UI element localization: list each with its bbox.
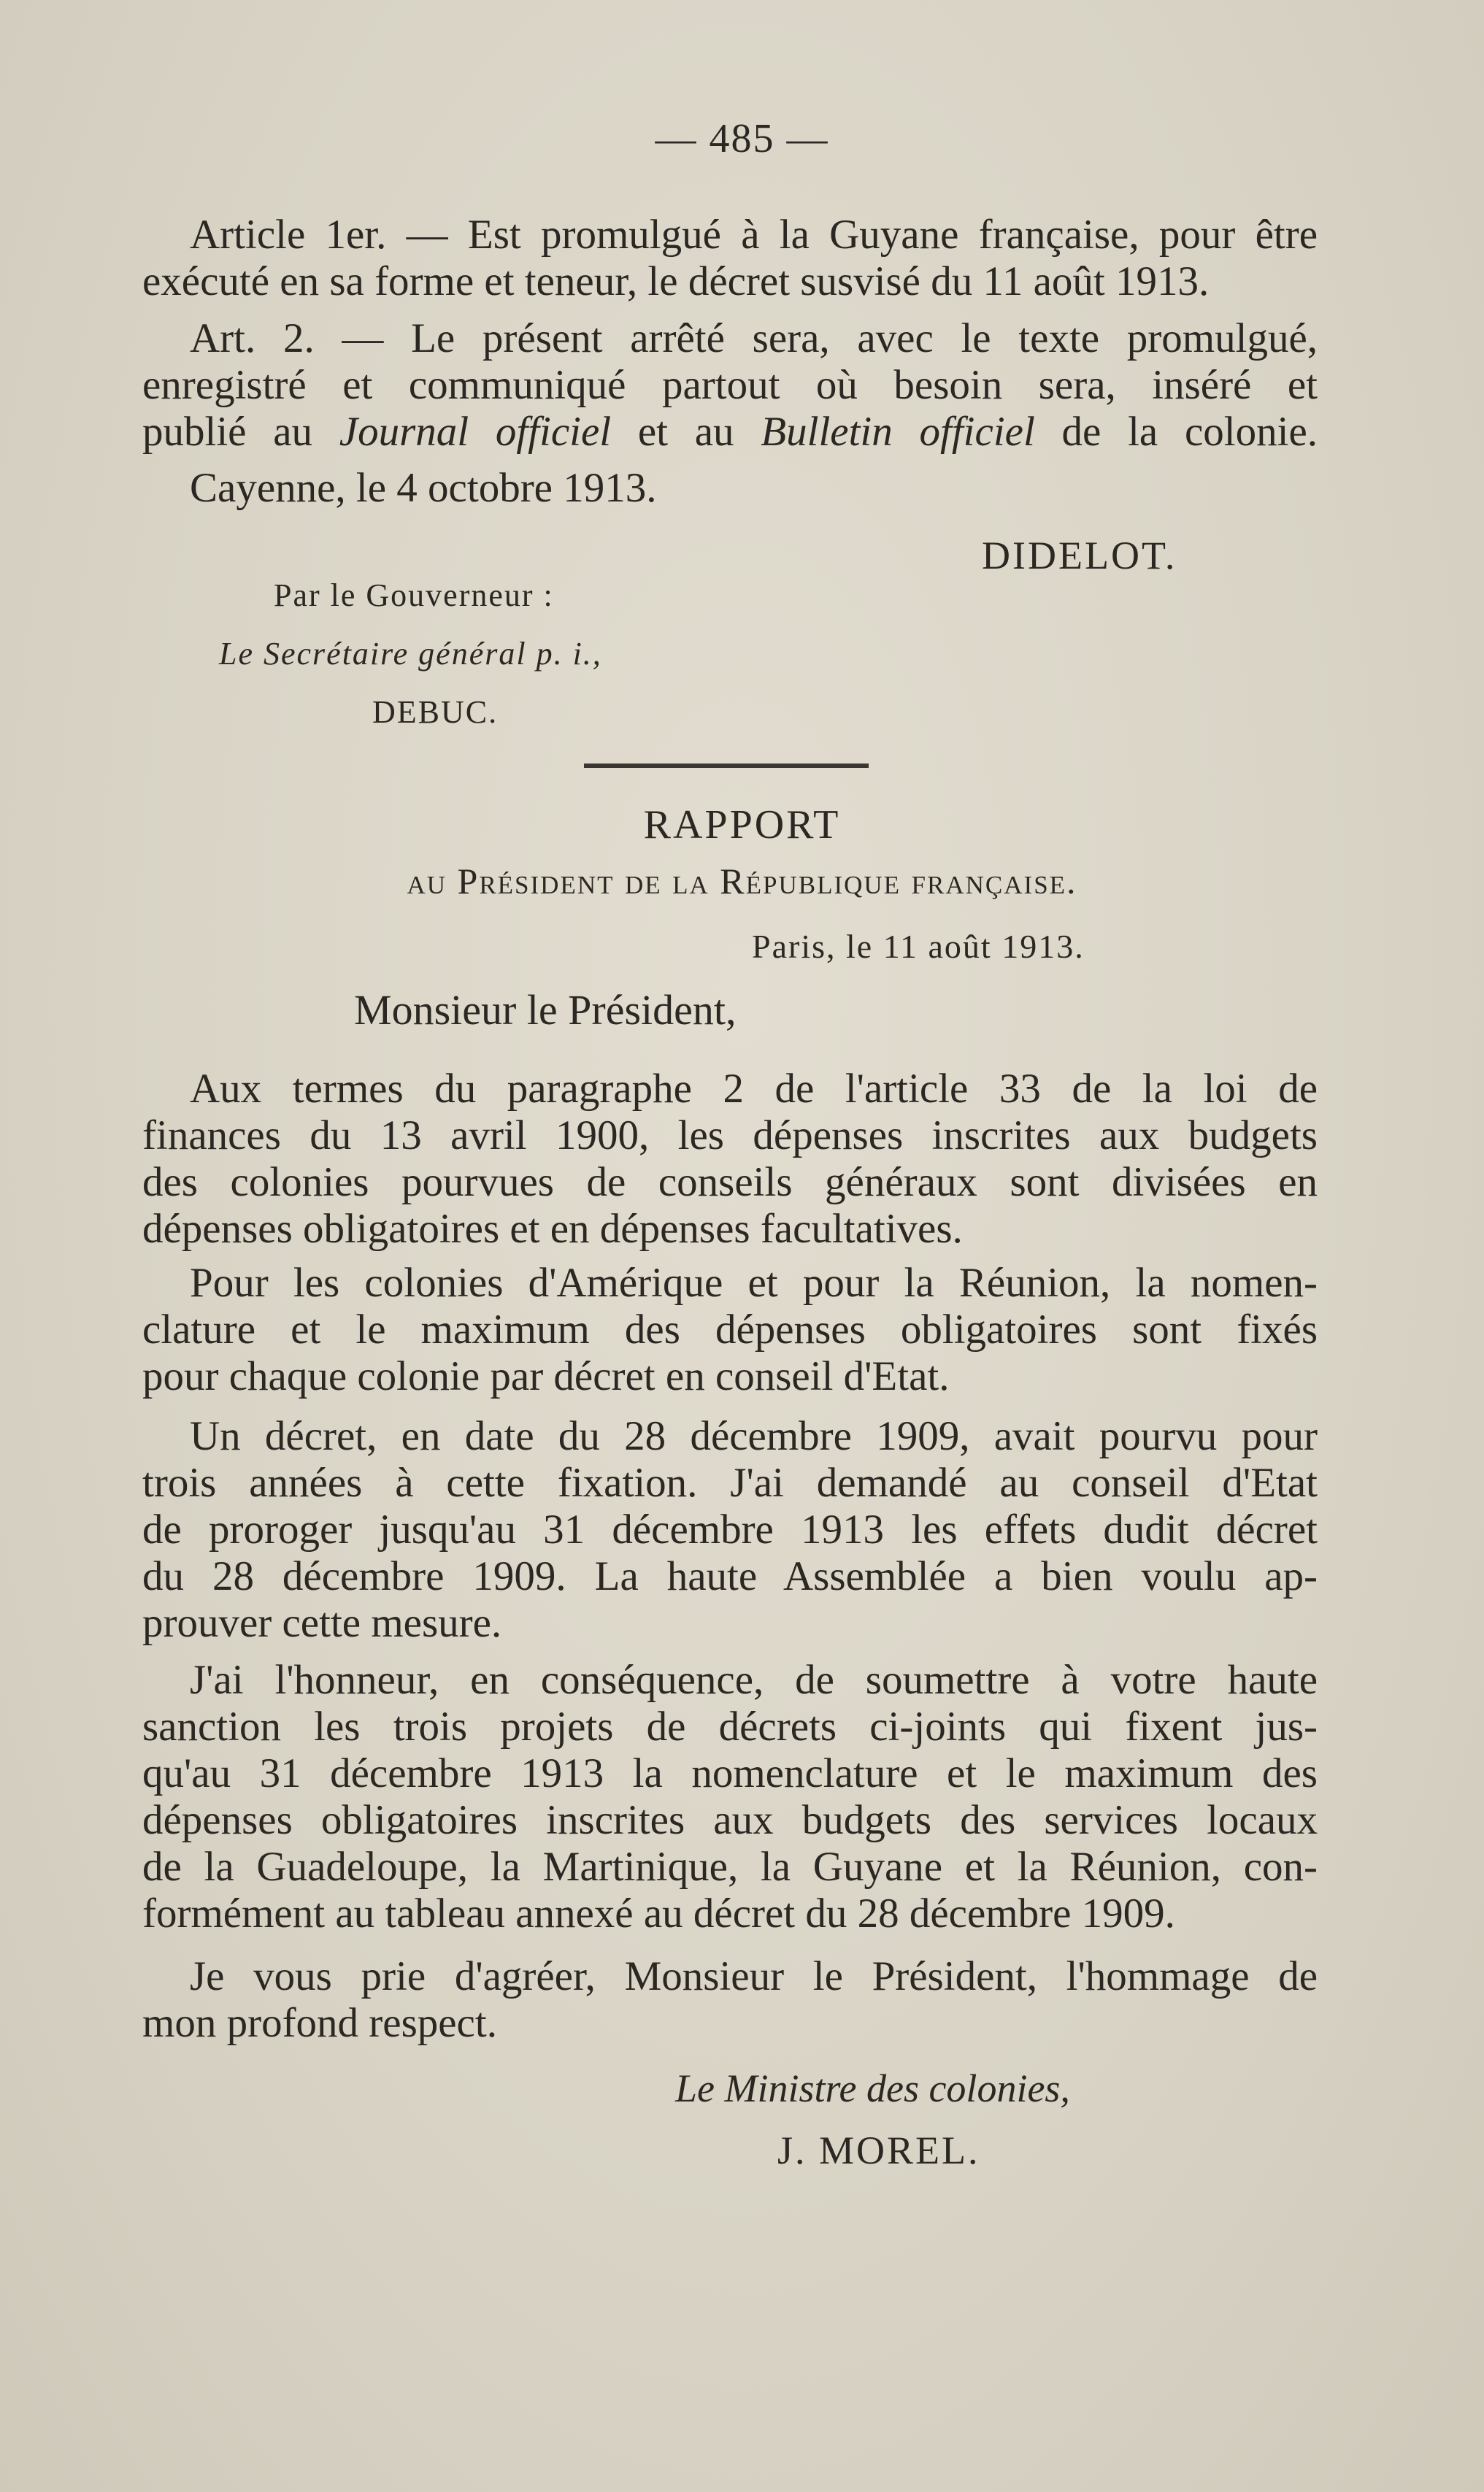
paragraph-line: de la Guadeloupe, la Martinique, la Guyane et la Réunion, con- — [142, 1844, 1318, 1890]
journal-officiel-title: Journal officiel — [339, 409, 612, 455]
secretaire-signature: DEBUC. — [372, 694, 499, 730]
ministre-signature: J. MOREL. — [777, 2128, 980, 2172]
paragraph-line: formément au tableau annexé au décret du 28 décembre 1909. — [142, 1891, 1175, 1937]
paragraph-line: Pour les colonies d'Amérique et pour la Réunion, la nomen- — [190, 1260, 1318, 1306]
rapport-title: RAPPORT — [643, 802, 841, 847]
paragraph-line: Un décret, en date du 28 décembre 1909, avait pourvu pour — [190, 1413, 1318, 1459]
paragraph-line: clature et le maximum des dépenses obligatoires sont fixés — [142, 1307, 1318, 1353]
paragraph-line: de proroger jusqu'au 31 décembre 1913 les effets dudit décret — [142, 1507, 1318, 1553]
paragraph-line: mon profond respect. — [142, 2000, 497, 2046]
paragraph-line: Aux termes du paragraphe 2 de l'article 33 de la loi de — [190, 1066, 1318, 1112]
paragraph-line: trois années à cette fixation. J'ai demandé au conseil d'Etat — [142, 1460, 1318, 1506]
ministre-title: Le Ministre des colonies, — [675, 2066, 1070, 2110]
bulletin-officiel-title: Bulletin officiel — [761, 409, 1035, 455]
paragraph-line: sanction les trois projets de décrets ci-joints qui fixent jus- — [142, 1704, 1318, 1750]
paragraph-line: Je vous prie d'agréer, Monsieur le Président, l'hommage de — [190, 1953, 1318, 1999]
par-gouverneur: Par le Gouverneur : — [274, 577, 554, 613]
paragraph-line: dépenses obligatoires inscrites aux budgets des services locaux — [142, 1797, 1318, 1843]
article-2-text-a: publié au — [142, 409, 339, 455]
paragraph-line: du 28 décembre 1909. La haute Assemblée a bien voulu ap- — [142, 1553, 1318, 1599]
paragraph-line: dépenses obligatoires et en dépenses facultatives. — [142, 1206, 963, 1252]
article-1-line-1: Article 1er. — Est promulgué à la Guyane française, pour être — [190, 212, 1318, 258]
governor-signature: DIDELOT. — [982, 534, 1177, 577]
article-2-text-b: et au — [611, 409, 761, 455]
rapport-date: Paris, le 11 août 1913. — [752, 928, 1085, 965]
paragraph-line: qu'au 31 décembre 1913 la nomenclature et le maximum des — [142, 1750, 1318, 1796]
article-2-line-2: enregistré et communiqué partout où besoin sera, inséré et — [142, 362, 1318, 408]
article-2-line-1: Art. 2. — Le présent arrêté sera, avec le texte promulgué, — [190, 315, 1318, 361]
paragraph-line: finances du 13 avril 1900, les dépenses inscrites aux budgets — [142, 1112, 1318, 1158]
secretaire-title: Le Secrétaire général p. i., — [219, 636, 602, 672]
section-divider — [584, 764, 869, 768]
paragraph-line: J'ai l'honneur, en conséquence, de soumettre à votre haute — [190, 1657, 1318, 1703]
salutation: Monsieur le Président, — [354, 986, 737, 1034]
page-number: — 485 — — [655, 116, 829, 161]
article-1-line-2: exécuté en sa forme et teneur, le décret susvisé du 11 août 1913. — [142, 258, 1210, 304]
dateline: Cayenne, le 4 octobre 1913. — [190, 465, 657, 511]
paragraph-line: des colonies pourvues de conseils généraux sont divisées en — [142, 1159, 1318, 1205]
paragraph-line: pour chaque colonie par décret en conseil d'Etat. — [142, 1353, 950, 1399]
paragraph-line: prouver cette mesure. — [142, 1600, 502, 1646]
article-2-line-3 — [142, 409, 1318, 455]
rapport-subtitle: au Président de la République française. — [407, 861, 1077, 901]
article-2-text-c: de la colonie. — [1034, 409, 1318, 455]
